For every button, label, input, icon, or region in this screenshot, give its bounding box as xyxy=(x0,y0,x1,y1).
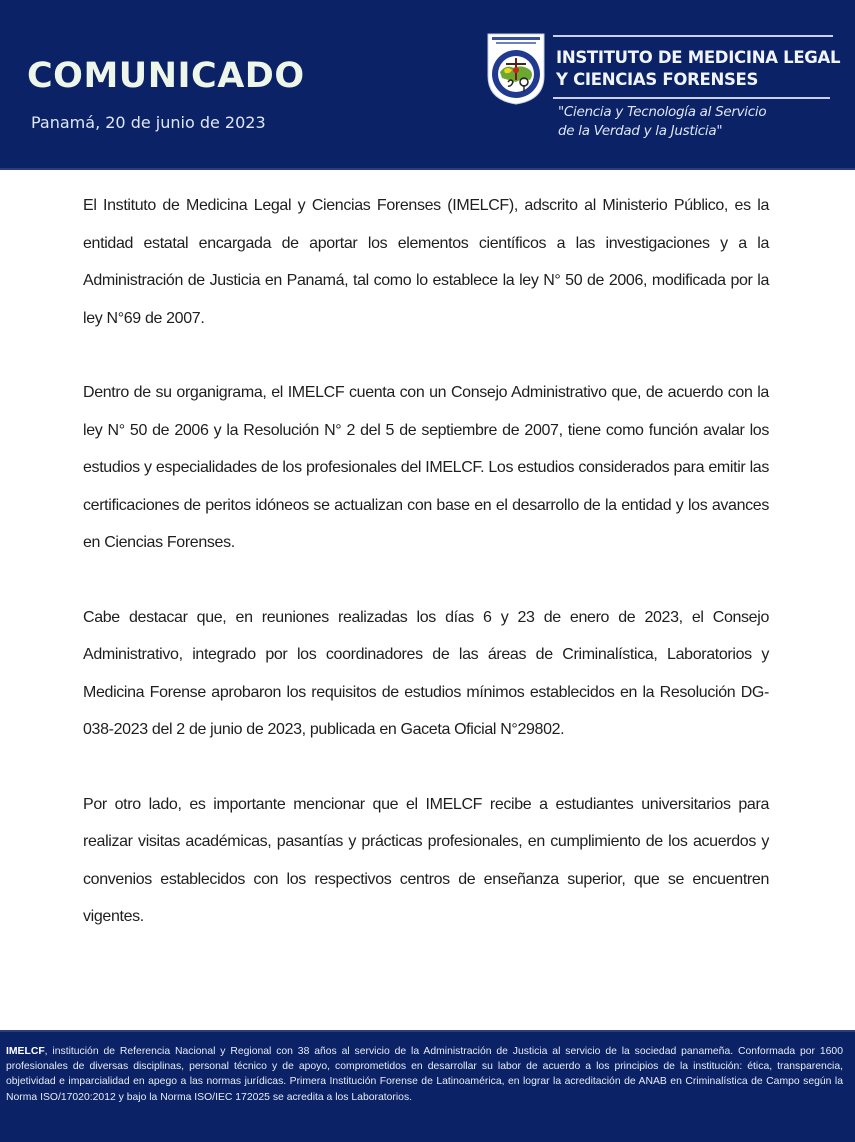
paragraph-council: Dentro de su organigrama, el IMELCF cuenta con un Consejo Administrativo que, de acuerdo con la ley N° 50 de 2006 y la Resolución N° 2 del 5 de septiembre de 2007, tiene como función avalar los estudios y especialidades de los profesionales del IMELCF. Los estudios considerados para emitir las certificaciones de peritos idóneos se actualizan con base en el desarrollo de la entidad y los avances en Ciencias Forenses. xyxy=(83,384,769,551)
institution-name xyxy=(556,47,840,91)
communique-body xyxy=(83,187,769,973)
imelcf-seal-logo-icon xyxy=(484,30,548,106)
header-divider-bottom xyxy=(553,97,830,99)
institution-name-line2: Y CIENCIAS FORENSES xyxy=(556,70,759,89)
date-line: Panamá, 20 de junio de 2023 xyxy=(31,113,266,132)
motto-line1: "Ciencia y Tecnología al Servicio xyxy=(558,104,767,120)
footer-text xyxy=(6,1044,843,1105)
motto-line2: de la Verdad y la Justicia" xyxy=(558,123,723,139)
footer-banner xyxy=(0,1030,855,1142)
paragraph-resolution: Cabe destacar que, en reuniones realizadas los días 6 y 23 de enero de 2023, el Consejo Administrativo, integrado por los coordinadores de las áreas de Criminalística, Laboratorios y Medicina Forense aprobaron los requisitos de estudios mínimos establecidos en la Resolución DG-038-2023 del 2 de junio de 2023, publicada en Gaceta Oficial N°29802. xyxy=(83,608,769,738)
institution-name-line1: INSTITUTO DE MEDICINA LEGAL xyxy=(556,48,841,67)
footer-body: , institución de Referencia Nacional y Regional con 38 años al servicio de la Administración de Justicia al servicio de la sociedad panameña. Conformada por 1600 profesionales de diversas disciplinas, personal técnico y de apoyo, comprometidos en desarrollar su labor de acuerdo a los principios de la institución: ética, transparencia, objetividad e imparcialidad en apego a las normas jurídicas. Primera Institución Forense de Latinoamérica, en lograr la acreditación de ANAB en Criminalística de Campo según la Norma ISO/17020:2012 y bajo la Norma ISO/IEC 172025 se acredita a los Laboratorios. xyxy=(6,1046,843,1103)
footer-lead-bold: IMELCF xyxy=(6,1046,45,1057)
header-divider-top xyxy=(553,35,833,37)
paragraph-mandate: El Instituto de Medicina Legal y Ciencias Forenses (IMELCF), adscrito al Ministerio Público, es la entidad estatal encargada de aportar los elementos científicos a las investigaciones y a la Administración de Justicia en Panamá, tal como lo establece la ley N° 50 de 2006, modificada por la ley N°69 de 2007. xyxy=(83,197,769,327)
paragraph-students: Por otro lado, es importante mencionar que el IMELCF recibe a estudiantes universitarios para realizar visitas académicas, pasantías y prácticas profesionales, en cumplimiento de los acuerdos y convenios establecidos con los respectivos centros de enseñanza superior, que se encuentren vigentes. xyxy=(83,795,769,925)
institution-motto xyxy=(558,103,766,141)
header-banner xyxy=(0,0,855,170)
page-title: COMUNICADO xyxy=(27,56,305,96)
